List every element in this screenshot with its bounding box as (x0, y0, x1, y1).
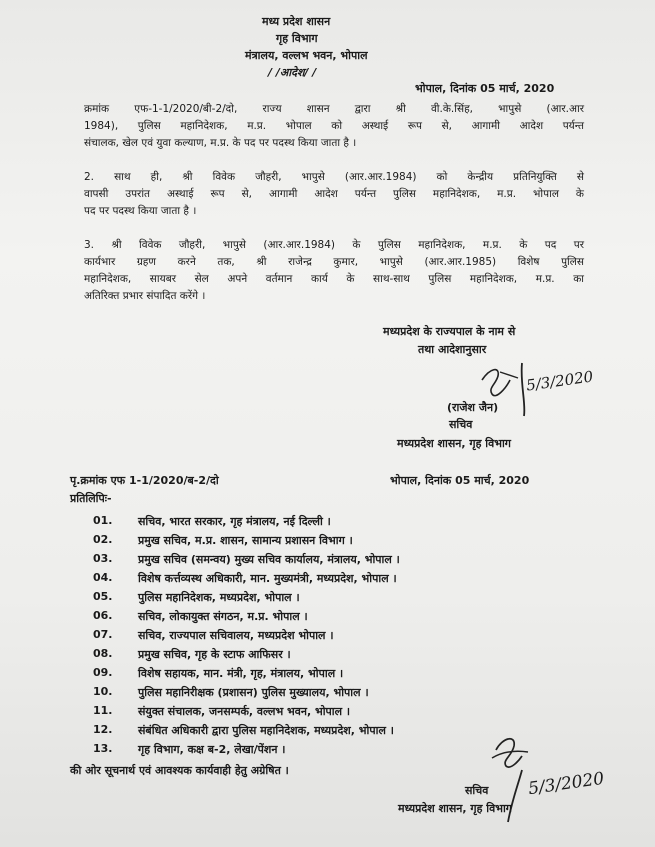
list-item-number: 13. (93, 742, 113, 755)
list-item-number: 09. (93, 666, 113, 679)
header-line-dept: गृह विभाग (276, 32, 318, 45)
para1-line1: क्रमांक एफ-1-1/2020/बी-2/दो, राज्य शासन द्वारा श्री वी.के.सिंह, भापुसे (आर.आर (84, 103, 584, 115)
list-item-text: पुलिस महानिरीक्षक (प्रशासन) पुलिस मुख्यालय, भोपाल । (138, 686, 369, 699)
list-item-text: प्रमुख सचिव (समन्वय) मुख्य सचिव कार्यालय, मंत्रालय, भोपाल । (138, 553, 400, 566)
closing-line: की ओर सूचनार्थ एवं आवश्यक कार्यवाही हेतु अग्रेषित । (70, 764, 289, 777)
copy-label: प्रतिलिपिः- (70, 492, 112, 505)
signatory-dept: मध्यप्रदेश शासन, गृह विभाग (397, 437, 511, 450)
para3-line1: 3. श्री विवेक जौहरी, भापुसे (आर.आर.1984) के पुलिस महानिदेशक, म.प्र. के पद पर (84, 239, 584, 251)
list-item-number: 08. (93, 647, 113, 660)
list-item-text: संबंधित अधिकारी द्वारा पुलिस महानिदेशक, मध्यप्रदेश, भोपाल । (138, 724, 394, 737)
para1-line2: 1984), पुलिस महानिदेशक, म.प्र. भोपाल को अस्थाई रूप से, आगामी आदेश पर्यन्त (84, 120, 584, 132)
para2-line3: पद पर पदस्थ किया जाता है । (84, 205, 197, 217)
bottom-signatory-designation: सचिव (465, 784, 489, 797)
endorsement-number: पृ.क्रमांक एफ 1-1/2020/ब-2/दो (70, 474, 219, 487)
signature-bottom (488, 730, 653, 830)
list-item-number: 03. (93, 552, 113, 565)
list-item-number: 12. (93, 723, 113, 736)
para3-line4: अतिरिक्त प्रभार संपादित करेंगे । (84, 290, 206, 302)
list-item-number: 07. (93, 628, 113, 641)
list-item-text: विशेष कर्त्तव्यस्थ अधिकारी, मान. मुख्यमंत्री, मध्यप्रदेश, भोपाल । (138, 572, 397, 585)
bottom-signatory-dept: मध्यप्रदेश शासन, गृह विभाग (398, 802, 512, 815)
list-item-text: पुलिस महानिदेशक, मध्यप्रदेश, भोपाल । (138, 591, 300, 604)
list-item-number: 01. (93, 514, 113, 527)
signature-top-date: 5/3/2020 (525, 367, 595, 395)
list-item-number: 11. (93, 704, 113, 717)
list-item-number: 10. (93, 685, 113, 698)
endorsement-date: भोपाल, दिनांक 05 मार्च, 2020 (390, 474, 530, 487)
authority-line2: तथा आदेशानुसार (418, 343, 487, 356)
signature-bottom-date: 5/3/2020 (526, 768, 606, 800)
list-item-text: सचिव, राज्यपाल सचिवालय, मध्यप्रदेश भोपाल । (138, 629, 334, 642)
list-item-number: 04. (93, 571, 113, 584)
list-item-text: प्रमुख सचिव, गृह के स्टाफ आफिसर । (138, 648, 291, 661)
para3-line2: कार्यभार ग्रहण करने तक, श्री राजेन्द्र कुमार, भापुसे (आर.आर.1985) विशेष पुलिस (84, 256, 584, 268)
para1-line3: संचालक, खेल एवं युवा कल्याण, म.प्र. के पद पर पदस्थ किया जाता है । (84, 137, 357, 149)
signatory-designation: सचिव (449, 418, 473, 431)
header-line-address: मंत्रालय, वल्लभ भवन, भोपाल (245, 49, 368, 62)
list-item-number: 05. (93, 590, 113, 603)
para2-line1: 2. साथ ही, श्री विवेक जौहरी, भापुसे (आर.आर.1984) को केन्द्रीय प्रतिनियुक्ति से (84, 171, 584, 183)
para3-line3: महानिदेशक, सायबर सेल अपने वर्तमान कार्य के साथ-साथ पुलिस महानिदेशक, म.प्र. का (84, 273, 584, 285)
list-item-number: 06. (93, 609, 113, 622)
authority-line1: मध्यप्रदेश के राज्यपाल के नाम से (383, 325, 516, 338)
list-item-text: सचिव, भारत सरकार, गृह मंत्रालय, नई दिल्ली । (138, 515, 331, 528)
list-item-text: प्रमुख सचिव, म.प्र. शासन, सामान्य प्रशासन विभाग । (138, 534, 353, 547)
list-item-text: संयुक्त संचालक, जनसम्पर्क, वल्लभ भवन, भोपाल । (138, 705, 351, 718)
list-item-number: 02. (93, 533, 113, 546)
list-item-text: गृह विभाग, कक्ष ब-2, लेखा/पेंशन । (138, 743, 286, 756)
para2-line2: वापसी उपरांत अस्थाई रूप से, आगामी आदेश पर्यन्त पुलिस महानिदेशक, म.प्र. भोपाल के (84, 188, 584, 200)
date-top: भोपाल, दिनांक 05 मार्च, 2020 (415, 82, 555, 95)
header-line-govt: मध्य प्रदेश शासन (262, 15, 331, 28)
signatory-name: (राजेश जैन) (447, 401, 499, 414)
list-item-text: सचिव, लोकायुक्त संगठन, म.प्र. भोपाल । (138, 610, 308, 623)
header-order-title: / /आदेश/ / (268, 66, 317, 79)
list-item-text: विशेष सहायक, मान. मंत्री, गृह, मंत्रालय, भोपाल । (138, 667, 344, 680)
